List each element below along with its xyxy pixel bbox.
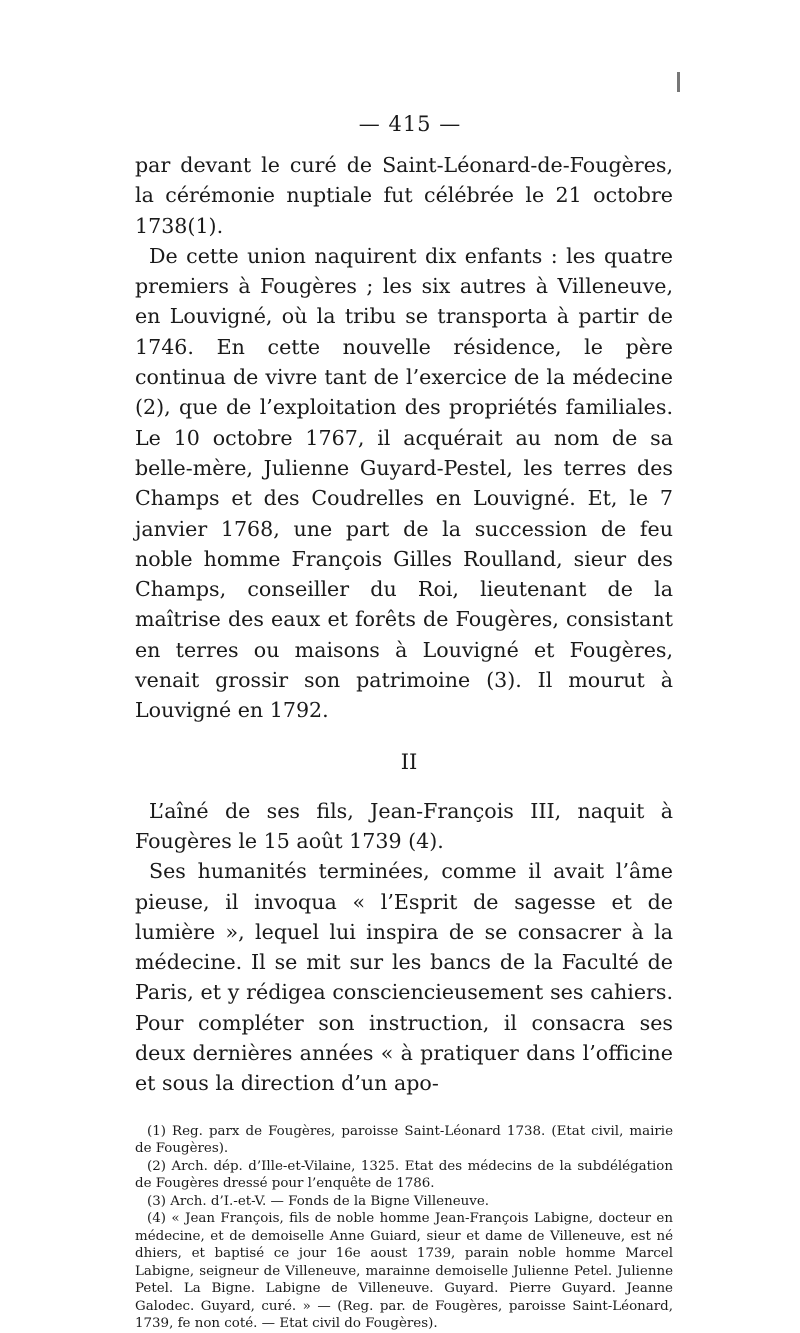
footnote-2: (2) Arch. dép. d’Ille-et-Vilaine, 1325. Etat des médecins de la subdélégation de Fougères dressé pour l’enquête de 1786.: [135, 1158, 673, 1192]
paragraph: Ses humanités terminées, comme il avait l’âme pieuse, il invoqua « l’Esprit de sagesse et de lumière », lequel lui inspira de se consacrer à la médecine. Il se mit sur les bancs de la Faculté de Paris, et y rédigea consciencieusement ses cahiers. Pour compléter son instruction, il consacra ses deux dernières années « à pratiquer dans l’officine et sous la direction d’un apo-: [135, 859, 673, 1096]
footnotes: [135, 1123, 673, 1333]
book-page: [135, 112, 673, 1333]
margin-mark: [677, 72, 680, 92]
paragraph: De cette union naquirent dix enfants : les quatre premiers à Fougères ; les six autres à Villeneuve, en Louvigné, où la tribu se transporta à partir de 1746. En cette nouvelle résidence, le père continua de vivre tant de l’exercice de la médecine (2), que de l’exploitation des propriétés familiales. Le 10 octobre 1767, il acquérait au nom de sa belle-mère, Julienne Guyard-Pestel, les terres des Champs et des Coudrelles en Louvigné. Et, le 7 janvier 1768, une part de la succession de feu noble homme François Gilles Roulland, sieur des Champs, conseiller du Roi, lieutenant de la maîtrise des eaux et forêts de Fougères, consistant en terres ou maisons à Louvigné et Fougères, venait grossir son patrimoine (3). Il mourut à Louvigné en 1792.: [135, 243, 673, 723]
body-text-bottom: [135, 796, 673, 1099]
page-number: — 415 —: [358, 112, 462, 136]
footnote-1: (1) Reg. parx de Fougères, paroisse Saint-Léonard 1738. (Etat civil, mairie de Fougères).: [135, 1123, 673, 1157]
paragraph: par devant le curé de Saint-Léonard-de-Fougères, la cérémonie nuptiale fut célébrée le 21 octobre 1738(1).: [135, 153, 673, 238]
body-text-top: [135, 150, 673, 726]
footnote-3: (3) Arch. d’I.-et-V. — Fonds de la Bigne Villeneuve.: [147, 1193, 490, 1209]
footnote-4: (4) « Jean François, fils de noble homme Jean-François Labigne, docteur en médecine, et de demoiselle Anne Guiard, sieur et dame de Villeneuve, est né dhiers, et baptisé ce jour 16e aoust 1739, parain noble homme Marcel Labigne, seigneur de Villeneuve, marainne demoiselle Julienne Petel. Julienne Petel. La Bigne. Labigne de Villeneuve. Guyard. Pierre Guyard. Jeanne Galodec. Guyard, curé. » — (Reg. par. de Fougères, paroisse Saint-Léonard, 1739, fe non coté. — Etat civil do Fougères).: [135, 1211, 673, 1332]
paragraph: L’aîné de ses fils, Jean-François III, naquit à Fougères le 15 août 1739 (4).: [135, 798, 673, 853]
section-heading: II: [400, 749, 418, 774]
